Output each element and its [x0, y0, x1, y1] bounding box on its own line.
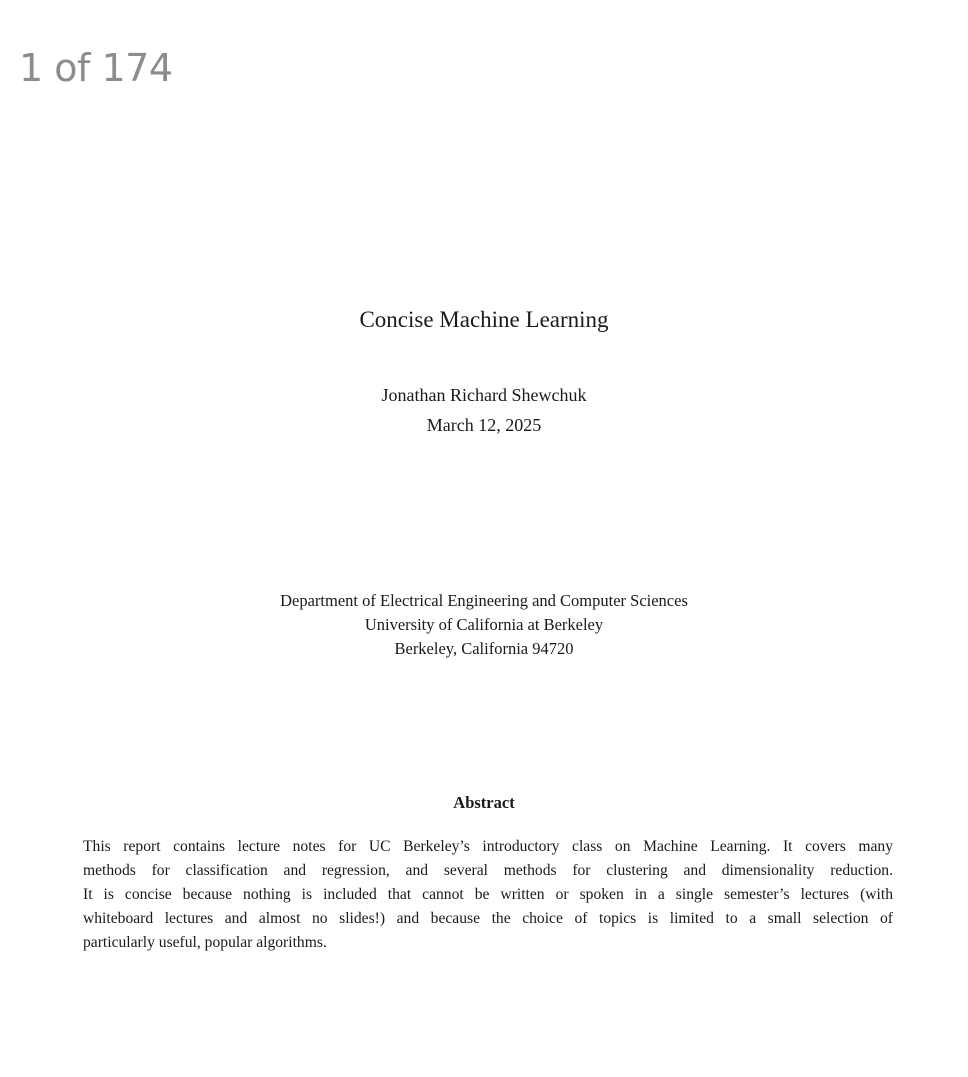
abstract-line: It is concise because nothing is included that cannot be written or spoken in a single semester’s lectures (with	[83, 886, 893, 903]
affiliation-university: University of California at Berkeley	[364, 615, 604, 634]
affiliation-address: Berkeley, California 94720	[394, 639, 574, 658]
affiliation-department: Department of Electrical Engineering and Computer Sciences	[280, 591, 688, 610]
abstract-heading: Abstract	[453, 793, 515, 812]
abstract-line: methods for classification and regression, and several methods for clustering and dimensionality reduction.	[83, 862, 893, 879]
abstract-line: whiteboard lectures and almost no slides!) and because the choice of topics is limited to a small selection of	[83, 910, 893, 927]
page-indicator: 1 of 174	[19, 46, 173, 90]
affiliation-block	[0, 589, 968, 661]
document-title: Concise Machine Learning	[359, 307, 609, 332]
abstract-line: This report contains lecture notes for UC Berkeley’s introductory class on Machine Learning. It covers many	[83, 838, 893, 855]
abstract-body	[83, 835, 893, 955]
publication-date: March 12, 2025	[426, 415, 542, 435]
author-name: Jonathan Richard Shewchuk	[381, 385, 587, 405]
abstract-line: particularly useful, popular algorithms.	[83, 934, 327, 951]
